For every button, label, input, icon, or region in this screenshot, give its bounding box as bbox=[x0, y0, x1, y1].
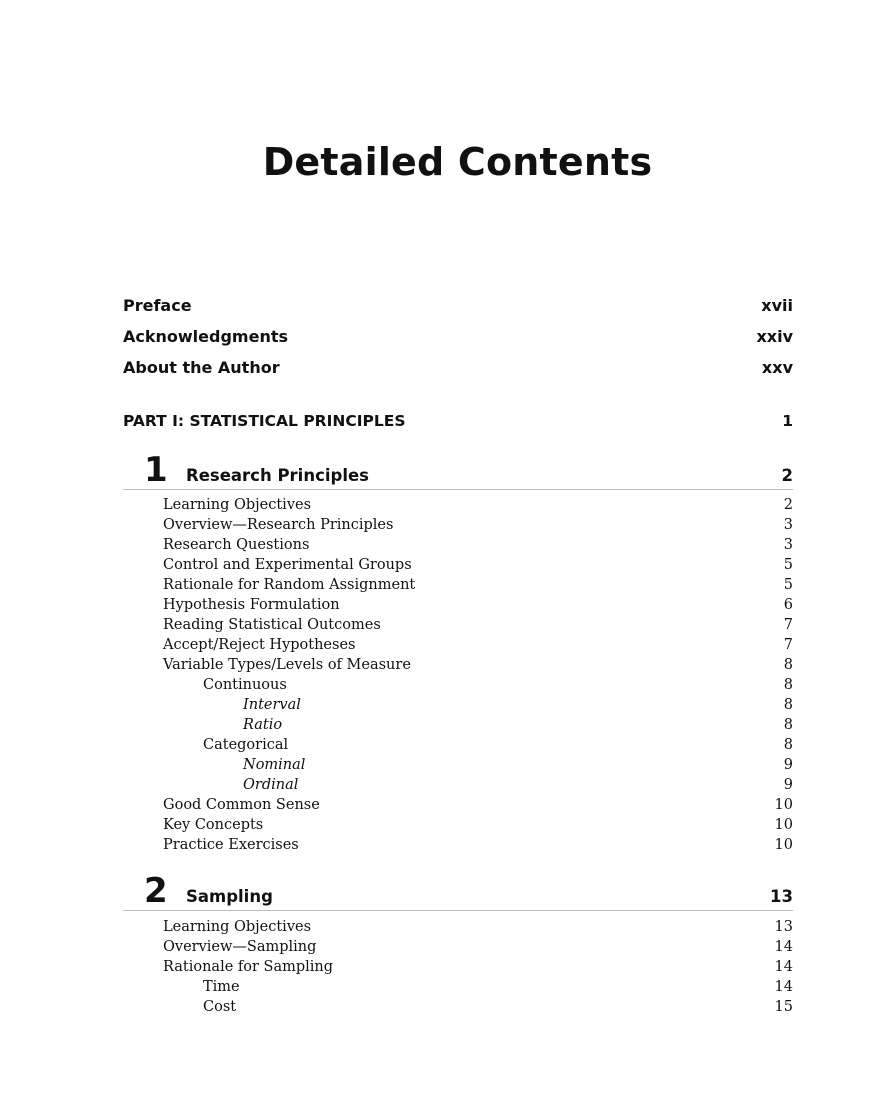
chapter-page: 2 bbox=[781, 466, 793, 485]
toc-entry-label: Acknowledgments bbox=[123, 327, 288, 346]
toc-entry-label: Overview—Sampling bbox=[163, 939, 317, 955]
chapter-page: 13 bbox=[770, 887, 793, 906]
toc-subentry[interactable] bbox=[123, 735, 793, 755]
toc-entry-label: Preface bbox=[123, 296, 192, 315]
part-heading[interactable] bbox=[123, 412, 793, 430]
toc-entry-page: 7 bbox=[783, 617, 793, 633]
chapter-title: Research Principles bbox=[186, 466, 369, 485]
toc-entry-label: Continuous bbox=[203, 677, 287, 693]
toc-entry-label: Cost bbox=[203, 999, 237, 1015]
toc-entry-label: Practice Exercises bbox=[163, 837, 299, 853]
toc-subentry[interactable] bbox=[123, 997, 793, 1017]
toc-entry-page: xvii bbox=[761, 296, 793, 315]
toc-entry[interactable] bbox=[123, 595, 793, 615]
toc-entry[interactable] bbox=[123, 795, 793, 815]
toc-entry-page: 5 bbox=[783, 577, 793, 593]
toc-entry-preface[interactable] bbox=[123, 296, 793, 327]
toc-entry-page: 3 bbox=[783, 517, 793, 533]
toc-entry[interactable] bbox=[123, 615, 793, 635]
toc-entry-page: 14 bbox=[774, 979, 793, 995]
toc-subsubentry[interactable] bbox=[123, 695, 793, 715]
toc-entry-page: 2 bbox=[783, 497, 793, 513]
toc-entry-label: Ordinal bbox=[243, 777, 299, 793]
toc-entry-label: Rationale for Random Assignment bbox=[163, 577, 416, 593]
toc-entry-page: 9 bbox=[783, 777, 793, 793]
toc-entry[interactable] bbox=[123, 937, 793, 957]
toc-entry-page: xxiv bbox=[756, 327, 793, 346]
toc-entry-page: 13 bbox=[774, 919, 793, 935]
toc-entry-label: Research Questions bbox=[163, 537, 310, 553]
toc-subsubentry[interactable] bbox=[123, 775, 793, 795]
toc-entry-acknowledgments[interactable] bbox=[123, 327, 793, 358]
toc-entry-label: Learning Objectives bbox=[163, 497, 312, 513]
toc-entry[interactable] bbox=[123, 815, 793, 835]
toc-entry-label: Control and Experimental Groups bbox=[163, 557, 412, 573]
toc-entry-label: Key Concepts bbox=[163, 817, 264, 833]
page-title: Detailed Contents bbox=[262, 140, 653, 184]
toc-entry-page: 10 bbox=[774, 797, 793, 813]
toc-entry-page: 8 bbox=[783, 737, 793, 753]
toc-entry[interactable] bbox=[123, 515, 793, 535]
chapter-number: 2 bbox=[144, 871, 168, 911]
toc-entry[interactable] bbox=[123, 535, 793, 555]
toc-entry-label: Time bbox=[203, 979, 240, 995]
toc-entry[interactable] bbox=[123, 495, 793, 515]
toc-entry[interactable] bbox=[123, 917, 793, 937]
toc-entry-page: 8 bbox=[783, 657, 793, 673]
toc-entry-page: 8 bbox=[783, 717, 793, 733]
toc-entry-page: 8 bbox=[783, 697, 793, 713]
toc-entry-label: Good Common Sense bbox=[163, 797, 320, 813]
toc-entry-page: 7 bbox=[783, 637, 793, 653]
toc-entry-page: xxv bbox=[761, 358, 793, 377]
toc-entry-label: Categorical bbox=[203, 737, 289, 753]
toc-entry-label: Accept/Reject Hypotheses bbox=[163, 637, 356, 653]
toc-entry-about-the-author[interactable] bbox=[123, 358, 793, 389]
toc-entry-label: Reading Statistical Outcomes bbox=[163, 617, 381, 633]
toc-entry[interactable] bbox=[123, 575, 793, 595]
toc-subsubentry[interactable] bbox=[123, 715, 793, 735]
toc-entry-label: Hypothesis Formulation bbox=[163, 597, 340, 613]
toc-entry-label: About the Author bbox=[123, 358, 280, 377]
toc-entry-label: Overview—Research Principles bbox=[163, 517, 394, 533]
toc-entry-page: 10 bbox=[774, 817, 793, 833]
toc-entry[interactable] bbox=[123, 555, 793, 575]
toc-entry-page: 15 bbox=[774, 999, 793, 1015]
toc-entry-label: Learning Objectives bbox=[163, 919, 312, 935]
chapter-title: Sampling bbox=[186, 887, 273, 906]
toc-entry-page: 9 bbox=[783, 757, 793, 773]
toc-subsubentry[interactable] bbox=[123, 755, 793, 775]
toc-entry-label: Ratio bbox=[243, 717, 283, 733]
part-label: PART I: STATISTICAL PRINCIPLES bbox=[123, 412, 406, 430]
toc-subentry[interactable] bbox=[123, 675, 793, 695]
toc-entry[interactable] bbox=[123, 835, 793, 855]
toc-entry-label: Variable Types/Levels of Measure bbox=[163, 657, 411, 673]
toc-entry-page: 14 bbox=[774, 959, 793, 975]
toc-entry-page: 8 bbox=[783, 677, 793, 693]
toc-entry[interactable] bbox=[123, 635, 793, 655]
toc-entry-page: 5 bbox=[783, 557, 793, 573]
chapter-heading-1[interactable] bbox=[123, 451, 793, 490]
toc-subentry[interactable] bbox=[123, 977, 793, 997]
chapter-2-entries bbox=[123, 917, 793, 1017]
front-matter-list bbox=[123, 296, 793, 389]
toc-entry-page: 3 bbox=[783, 537, 793, 553]
toc-entry[interactable] bbox=[123, 655, 793, 675]
chapter-heading-2[interactable] bbox=[123, 872, 793, 911]
toc-entry[interactable] bbox=[123, 957, 793, 977]
toc-entry-page: 6 bbox=[783, 597, 793, 613]
toc-entry-page: 14 bbox=[774, 939, 793, 955]
toc-entry-label: Nominal bbox=[243, 757, 306, 773]
toc-entry-page: 10 bbox=[774, 837, 793, 853]
part-page: 1 bbox=[782, 412, 793, 430]
chapter-1-entries bbox=[123, 495, 793, 855]
toc-entry-label: Interval bbox=[243, 697, 301, 713]
toc-entry-label: Rationale for Sampling bbox=[163, 959, 334, 975]
chapter-number: 1 bbox=[144, 450, 168, 490]
